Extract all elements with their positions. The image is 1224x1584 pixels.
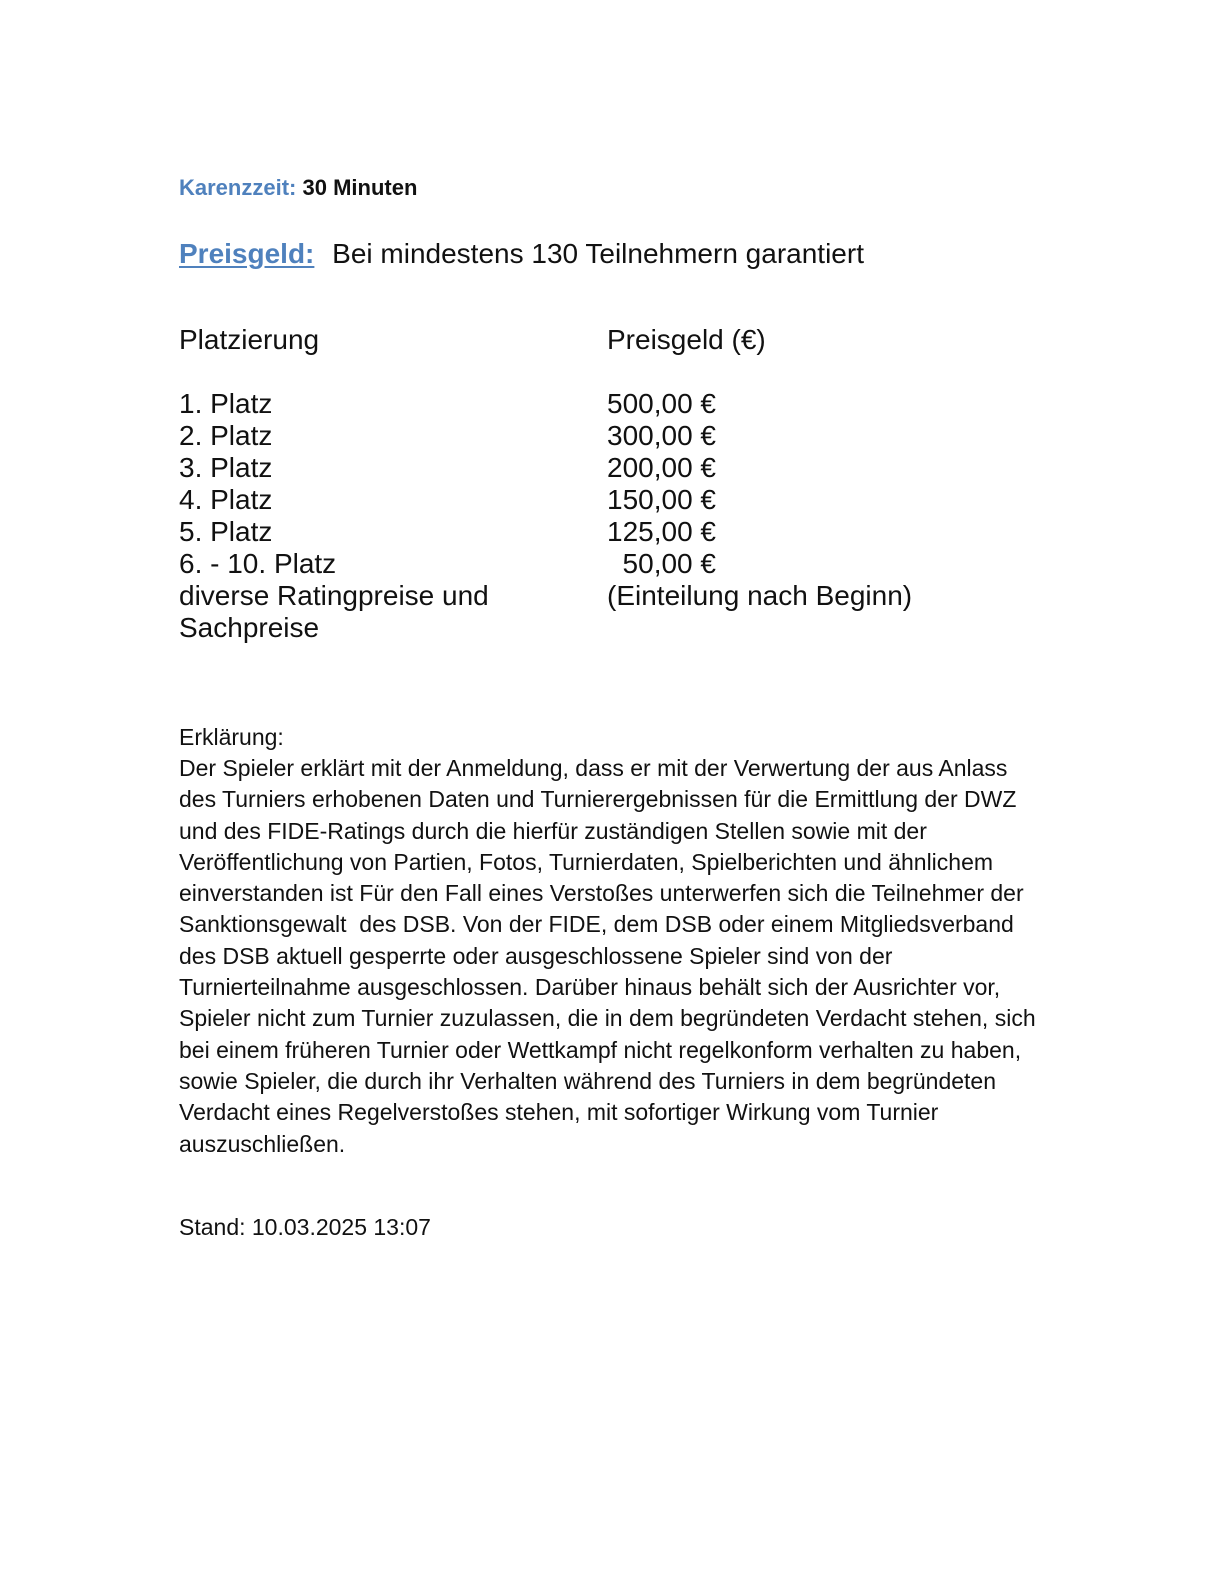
table-row xyxy=(179,420,1079,452)
place-cell: 5. Platz xyxy=(179,516,273,547)
prize-cell: 125,00 € xyxy=(607,516,716,547)
place-cell: 4. Platz xyxy=(179,484,273,515)
place-cell: 2. Platz xyxy=(179,420,273,451)
place-cell: 1. Platz xyxy=(179,388,273,419)
erklaerung-heading: Erklärung: xyxy=(179,724,284,750)
erklaerung-paragraph xyxy=(179,753,1079,1160)
prize-cell: 300,00 € xyxy=(607,420,716,451)
paragraph-line: des DSB aktuell gesperrte oder ausgeschlossene Spieler sind von der xyxy=(179,942,893,969)
karenzzeit-label: Karenzzeit: xyxy=(179,175,297,200)
prize-cell: 50,00 € xyxy=(607,548,716,579)
paragraph-line: Spieler nicht zum Turnier zuzulassen, die in dem begründeten Verdacht stehen, sich xyxy=(179,1005,1036,1032)
preisgeld-text: Bei mindestens 130 Teilnehmern garantiert xyxy=(332,238,864,269)
table-row xyxy=(179,580,1079,612)
place-cell: 3. Platz xyxy=(179,452,273,483)
paragraph-line: auszuschließen. xyxy=(179,1130,346,1157)
paragraph-line: sowie Spieler, die durch ihr Verhalten während des Turniers in dem begründeten xyxy=(179,1067,996,1094)
paragraph-line: Der Spieler erklärt mit der Anmeldung, dass er mit der Verwertung der aus Anlass xyxy=(179,755,1008,781)
place-cell: diverse Ratingpreise und xyxy=(179,580,489,611)
prize-cell: 500,00 € xyxy=(607,388,716,419)
karenzzeit-line xyxy=(179,172,417,204)
prize-table xyxy=(179,324,1079,644)
header-preisgeld: Preisgeld (€) xyxy=(607,324,766,355)
karenzzeit-value: 30 Minuten xyxy=(302,175,418,200)
prize-cell: (Einteilung nach Beginn) xyxy=(607,580,913,611)
paragraph-line: Veröffentlichung von Partien, Fotos, Turnierdaten, Spielberichten und ähnlichem xyxy=(179,848,994,875)
prize-cell: 200,00 € xyxy=(607,452,716,483)
paragraph-line: und des FIDE-Ratings durch die hierfür zuständigen Stellen sowie mit der xyxy=(179,817,927,844)
paragraph-line: Turnierteilnahme ausgeschlossen. Darüber hinaus behält sich der Ausrichter vor, xyxy=(179,974,1001,1001)
paragraph-line: Verdacht eines Regelverstoßes stehen, mit sofortiger Wirkung vom Turnier xyxy=(179,1099,939,1126)
paragraph-line: des Turniers erhobenen Daten und Turnierergebnissen für die Ermittlung der DWZ xyxy=(179,786,1017,813)
paragraph-line: Sanktionsgewalt des DSB. Von der FIDE, dem DSB oder einem Mitgliedsverband xyxy=(179,911,1014,938)
table-row xyxy=(179,548,1079,580)
table-row xyxy=(179,388,1079,420)
place-cell: 6. - 10. Platz xyxy=(179,548,337,579)
preisgeld-label: Preisgeld: xyxy=(179,238,315,269)
stand-date: Stand: 10.03.2025 13:07 xyxy=(179,1214,431,1240)
paragraph-line: einverstanden ist Für den Fall eines Verstoßes unterwerfen sich die Teilnehmer der xyxy=(179,880,1024,907)
table-row xyxy=(179,452,1079,484)
paragraph-line: bei einem früheren Turnier oder Wettkampf nicht regelkonform verhalten zu haben, xyxy=(179,1036,1022,1063)
header-platzierung: Platzierung xyxy=(179,324,320,355)
place-cell: Sachpreise xyxy=(179,612,320,643)
table-row xyxy=(179,612,1079,644)
prize-table-header xyxy=(179,324,1079,356)
table-row xyxy=(179,516,1079,548)
prize-cell: 150,00 € xyxy=(607,484,716,515)
table-row xyxy=(179,484,1079,516)
preisgeld-line xyxy=(179,235,864,273)
